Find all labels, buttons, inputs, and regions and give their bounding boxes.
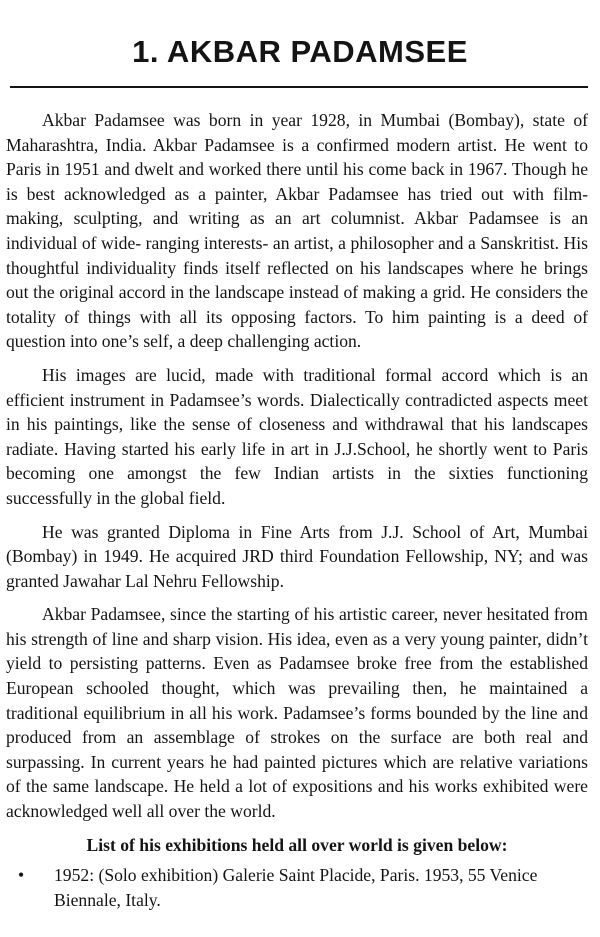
page-body bbox=[6, 108, 588, 912]
paragraph-education: He was granted Diploma in Fine Arts from J.J. School of Art, Mumbai (Bombay) in 1949. He acquired JRD third Foundation Fellowship, NY; and was granted Jawahar Lal Nehru Fellowship. bbox=[6, 521, 588, 591]
bullet-icon: • bbox=[18, 865, 25, 886]
exhibitions-list bbox=[6, 863, 588, 912]
paragraph-career: Akbar Padamsee, since the starting of his artistic career, never hesitated from his strength of line and sharp vision. His idea, even as a very young painter, didn’t yield to persisting patterns. Even as Padamsee broke free from the established European schooled thought, which was prevailing then, he maintained a traditional equilibrium in all his work. Padamsee’s forms bounded by the line and produced from an assemblage of strokes on the surface are both real and surpassing. In current years he had painted pictures which are relative variations of the same landscape. He held a lot of expositions and his works exhibited were acknowledged well all over the world. bbox=[6, 604, 588, 822]
list-item bbox=[18, 863, 588, 912]
list-item-text: 1952: (Solo exhibition) Galerie Saint Placide, Paris. 1953, 55 Venice Biennale, Italy. bbox=[54, 865, 538, 910]
exhibitions-heading: List of his exhibitions held all over world is given below: bbox=[86, 834, 508, 855]
title-divider bbox=[10, 86, 588, 88]
chapter-title: 1. AKBAR PADAMSEE bbox=[132, 34, 468, 69]
paragraph-images: His images are lucid, made with traditional formal accord which is an efficient instrument in Padamsee’s words. Dialectically contradicted aspects meet in his paintings, like the sense of closeness and withdrawal that his landscapes radiate. Having started his early life in art in J.J.School, he shortly went to Paris becoming one amongst the few Indian artists in the sixties functioning successfully in the global field. bbox=[6, 364, 588, 508]
paragraph-birth: Akbar Padamsee was born in year 1928, in Mumbai (Bombay), state of Maharashtra, India. Akbar Padamsee is a confirmed modern artist. He went to Paris in 1951 and dwelt and worked there until his come back in 1967. Though he is best acknowledged as a painter, Akbar Padamsee has tried out with film-making, sculpting, and writing as an art columnist. Akbar Padamsee is an individual of wide- ranging interests- an artist, a philosopher and a Sanskritist. His thoughtful individuality finds itself reflected on his landscapes where he brings out the original accord in the landscape instead of making a grid. He considers the totality of things with all its opposing factors. To him painting is a deed of question into one’s self, a deep challenging action. bbox=[6, 110, 588, 352]
